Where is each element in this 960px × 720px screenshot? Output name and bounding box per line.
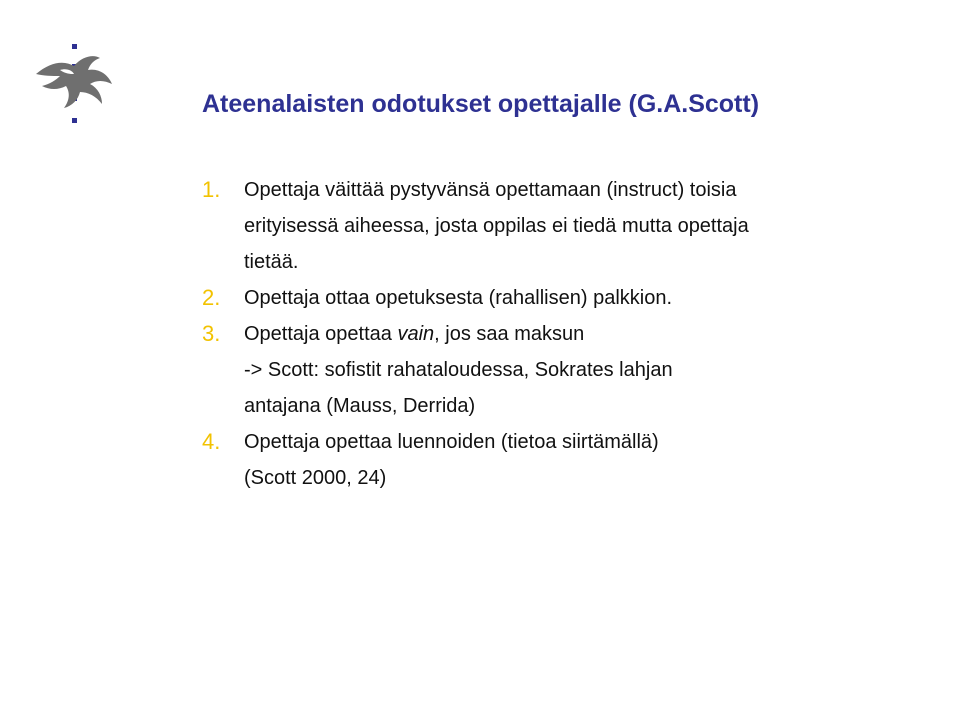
- list-item: [202, 424, 942, 496]
- list-item-text: Opettaja ottaa opetuksesta (rahallisen) palkkion.: [244, 287, 673, 309]
- expectations-list: [202, 172, 942, 496]
- list-item-text: Opettaja väittää pystyvänsä opettamaan (instruct) toisia: [244, 179, 737, 201]
- slide-title: Ateenalaisten odotukset opettajalle (G.A.Scott): [202, 90, 760, 118]
- logo-dot: [72, 118, 77, 123]
- list-item-text: antajana (Mauss, Derrida): [244, 395, 476, 417]
- list-number: 4.: [202, 429, 221, 454]
- text-segment: , jos saa maksun: [434, 323, 585, 345]
- university-logo-icon: [30, 40, 120, 130]
- list-item-text: [244, 316, 942, 352]
- list-item-text: Opettaja opettaa luennoiden (tietoa siirtämällä): [244, 431, 659, 453]
- list-item: [202, 172, 942, 280]
- list-item-text: (Scott 2000, 24): [244, 467, 387, 489]
- list-item: [202, 280, 942, 316]
- emphasis-text: vain: [397, 323, 435, 345]
- text-segment: Opettaja opettaa: [244, 323, 398, 345]
- list-number: 2.: [202, 285, 221, 310]
- list-number: 1.: [202, 177, 221, 202]
- minerva-owl-icon: [30, 40, 120, 130]
- list-item-text: -> Scott: sofistit rahataloudessa, Sokrates lahjan: [244, 359, 673, 381]
- list-item-text: tietää.: [244, 251, 299, 273]
- list-item: [202, 316, 942, 424]
- list-number: 3.: [202, 321, 221, 346]
- logo-emblem: [36, 56, 112, 108]
- logo-dot: [72, 44, 77, 49]
- list-item-text: erityisessä aiheessa, josta oppilas ei tiedä mutta opettaja: [244, 215, 749, 237]
